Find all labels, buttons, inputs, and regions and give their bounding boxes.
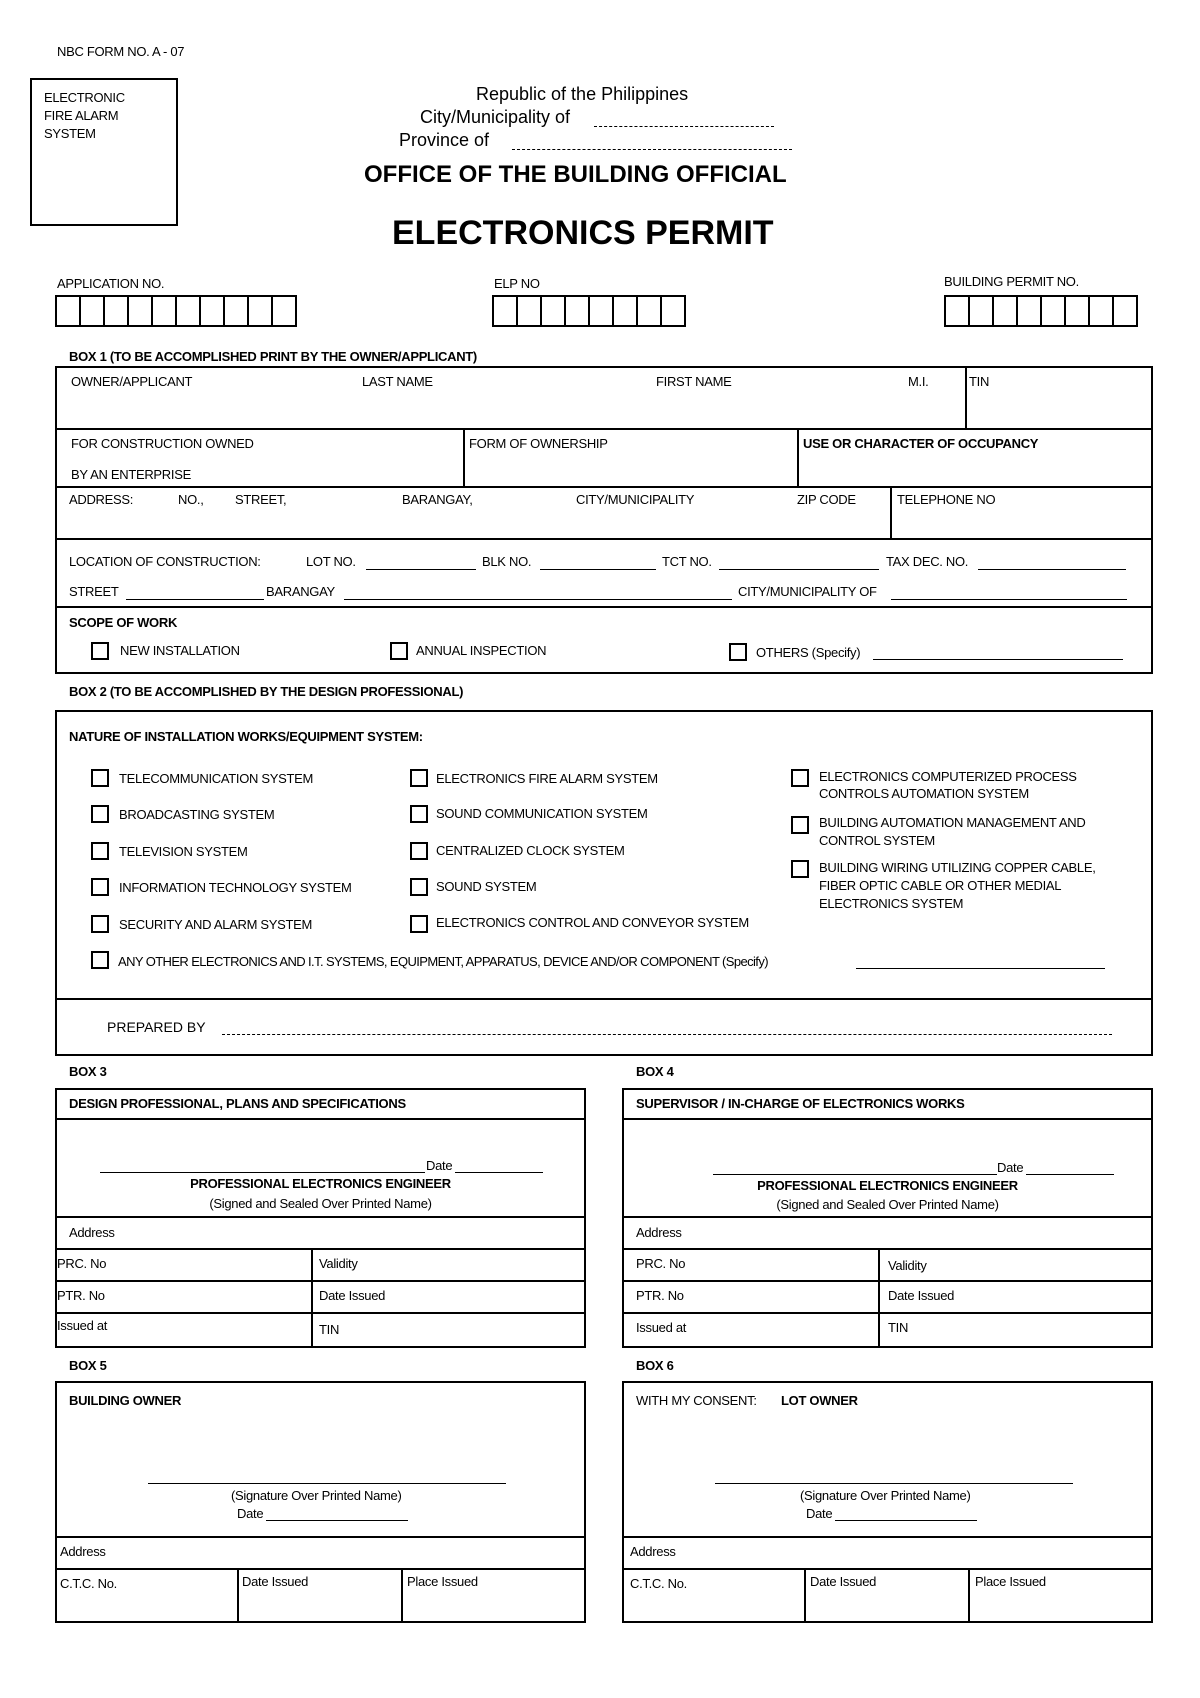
province-label: Province of	[399, 130, 490, 150]
box4-heading: SUPERVISOR / IN-CHARGE OF ELECTRONICS WORKS	[636, 1096, 965, 1111]
address-barangay-label: BARANGAY,	[402, 492, 473, 507]
box6-date-field[interactable]	[835, 1520, 977, 1521]
information-technology-label: INFORMATION TECHNOLOGY SYSTEM	[119, 880, 352, 895]
box4-date-field[interactable]	[1026, 1174, 1114, 1175]
address-field[interactable]	[57, 510, 888, 536]
city-of-field[interactable]	[891, 599, 1127, 600]
television-label: TELEVISION SYSTEM	[119, 844, 248, 859]
corner-line-1: ELECTRONIC	[44, 90, 125, 105]
application-no-label: APPLICATION NO.	[57, 276, 165, 291]
box5-date-field[interactable]	[266, 1520, 408, 1521]
tax-dec-no-field[interactable]	[978, 569, 1126, 570]
address-street-label: STREET,	[235, 492, 287, 507]
box6-heading: LOT OWNER	[781, 1393, 858, 1408]
sound-system-label: SOUND SYSTEM	[436, 879, 537, 894]
television-checkbox[interactable]	[91, 842, 109, 860]
box5-heading: BUILDING OWNER	[69, 1393, 182, 1408]
box4-label: BOX 4	[636, 1064, 674, 1079]
computerized-process-checkbox[interactable]	[791, 769, 809, 787]
information-technology-checkbox[interactable]	[91, 878, 109, 896]
sound-system-checkbox[interactable]	[410, 878, 428, 896]
building-wiring-label-3: ELECTRONICS SYSTEM	[819, 896, 964, 911]
any-other-label: ANY OTHER ELECTRONICS AND I.T. SYSTEMS, EQUIPMENT, APPARATUS, DEVICE AND/OR COMPONENT (Specify)	[118, 954, 768, 969]
box3	[55, 1088, 586, 1348]
box5-date-label: Date	[237, 1506, 264, 1521]
tct-no-label: TCT NO.	[662, 554, 712, 569]
telephone-no-label: TELEPHONE NO	[897, 492, 996, 507]
box3-ptr-no-label: PTR. No	[57, 1288, 105, 1303]
prepared-by-field[interactable]	[222, 1034, 1112, 1035]
fire-alarm-checkbox[interactable]	[410, 769, 428, 787]
any-other-specify-field[interactable]	[856, 968, 1105, 969]
box6-place-issued-label: Place Issued	[975, 1574, 1046, 1589]
address-no-label: NO.,	[178, 492, 204, 507]
form-of-ownership-field[interactable]	[467, 452, 793, 484]
sound-communication-label: SOUND COMMUNICATION SYSTEM	[436, 806, 648, 821]
address-label: ADDRESS:	[69, 492, 134, 507]
control-conveyor-label: ELECTRONICS CONTROL AND CONVEYOR SYSTEM	[436, 915, 749, 930]
box4-signature-line[interactable]	[713, 1174, 997, 1175]
box4-date-issued-label: Date Issued	[888, 1288, 955, 1303]
building-wiring-label-1: BUILDING WIRING UTILIZING COPPER CABLE,	[819, 860, 1096, 875]
form-code: NBC FORM NO. A - 07	[57, 44, 185, 59]
zip-code-label: ZIP CODE	[797, 492, 856, 507]
elp-no-label: ELP NO	[494, 276, 540, 291]
province-field[interactable]	[512, 149, 792, 150]
blk-no-label: BLK NO.	[482, 554, 532, 569]
box4	[622, 1088, 1153, 1348]
office-title: OFFICE OF THE BUILDING OFFICIAL	[364, 161, 787, 188]
city-label: City/Municipality of	[420, 107, 571, 127]
barangay-label: BARANGAY	[266, 584, 335, 599]
for-construction-owned-label: FOR CONSTRUCTION OWNED	[71, 436, 254, 451]
telecommunication-label: TELECOMMUNICATION SYSTEM	[119, 771, 314, 786]
box5-signature-note: (Signature Over Printed Name)	[231, 1488, 402, 1503]
box4-address-label: Address	[636, 1225, 682, 1240]
security-alarm-label: SECURITY AND ALARM SYSTEM	[119, 917, 313, 932]
box4-ptr-no-label: PTR. No	[636, 1288, 684, 1303]
corner-line-3: SYSTEM	[44, 126, 96, 141]
security-alarm-checkbox[interactable]	[91, 915, 109, 933]
computerized-process-label-1: ELECTRONICS COMPUTERIZED PROCESS	[819, 769, 1077, 784]
box3-prc-no-label: PRC. No	[57, 1256, 107, 1271]
tin-label: TIN	[969, 374, 990, 389]
corner-box	[30, 78, 178, 226]
new-installation-label: NEW INSTALLATION	[120, 643, 240, 658]
annual-inspection-checkbox[interactable]	[390, 642, 408, 660]
building-wiring-checkbox[interactable]	[791, 860, 809, 878]
page-title: ELECTRONICS PERMIT	[392, 214, 774, 252]
address-city-label: CITY/MUNICIPALITY	[576, 492, 695, 507]
building-automation-label-2: CONTROL SYSTEM	[819, 833, 935, 848]
location-label: LOCATION OF CONSTRUCTION:	[69, 554, 261, 569]
box6-date-label: Date	[806, 1506, 833, 1521]
form-of-ownership-label: FORM OF OWNERSHIP	[469, 436, 608, 451]
prepared-by-label: PREPARED BY	[107, 1019, 206, 1035]
box6-signature-line[interactable]	[715, 1483, 1073, 1484]
box3-date-field[interactable]	[455, 1172, 543, 1173]
centralized-clock-label: CENTRALIZED CLOCK SYSTEM	[436, 843, 625, 858]
control-conveyor-checkbox[interactable]	[410, 915, 428, 933]
building-automation-checkbox[interactable]	[791, 816, 809, 834]
box3-tin-label: TIN	[319, 1322, 340, 1337]
box6-label: BOX 6	[636, 1358, 674, 1373]
telephone-field[interactable]	[894, 510, 1151, 536]
box3-address-label: Address	[69, 1225, 115, 1240]
tin-field[interactable]	[967, 392, 1151, 426]
box3-date-label: Date	[426, 1158, 453, 1173]
box4-tin-label: TIN	[888, 1320, 909, 1335]
application-no-field[interactable]	[55, 295, 297, 327]
box4-issued-at-label: Issued at	[636, 1320, 687, 1335]
telecommunication-checkbox[interactable]	[91, 769, 109, 787]
box6-date-issued-label: Date Issued	[810, 1574, 877, 1589]
building-permit-no-label: BUILDING PERMIT NO.	[944, 274, 1079, 289]
box5-ctc-no-label: C.T.C. No.	[60, 1576, 117, 1591]
broadcasting-label: BROADCASTING SYSTEM	[119, 807, 275, 822]
others-label: OTHERS (Specify)	[756, 645, 861, 660]
barangay-field[interactable]	[344, 599, 732, 600]
box4-signed-note: (Signed and Sealed Over Printed Name)	[776, 1197, 999, 1212]
box5-label: BOX 5	[69, 1358, 107, 1373]
centralized-clock-checkbox[interactable]	[410, 842, 428, 860]
broadcasting-checkbox[interactable]	[91, 805, 109, 823]
others-checkbox[interactable]	[729, 643, 747, 661]
tct-no-field[interactable]	[719, 569, 879, 570]
scope-of-work-label: SCOPE OF WORK	[69, 615, 178, 630]
box3-issued-at-label: Issued at	[57, 1318, 108, 1333]
owner-name-field[interactable]	[57, 392, 963, 426]
box6-ctc-no-label: C.T.C. No.	[630, 1576, 687, 1591]
annual-inspection-label: ANNUAL INSPECTION	[416, 643, 547, 658]
mi-label: M.I.	[908, 374, 929, 389]
box4-validity-label: Validity	[888, 1258, 927, 1273]
box4-date-label: Date	[997, 1160, 1024, 1175]
by-an-enterprise-label: BY AN ENTERPRISE	[71, 467, 191, 482]
box5-date-issued-label: Date Issued	[242, 1574, 309, 1589]
tax-dec-no-label: TAX DEC. NO.	[886, 554, 969, 569]
box4-engineer-title: PROFESSIONAL ELECTRONICS ENGINEER	[757, 1178, 1018, 1193]
box3-validity-label: Validity	[319, 1256, 358, 1271]
new-installation-checkbox[interactable]	[91, 642, 109, 660]
box5-address-label: Address	[60, 1544, 106, 1559]
box6-address-label: Address	[630, 1544, 676, 1559]
nature-label: NATURE OF INSTALLATION WORKS/EQUIPMENT SYSTEM:	[69, 729, 423, 744]
computerized-process-label-2: CONTROLS AUTOMATION SYSTEM	[819, 786, 1029, 801]
sound-communication-checkbox[interactable]	[410, 805, 428, 823]
use-or-character-label: USE OR CHARACTER OF OCCUPANCY	[803, 436, 1039, 451]
first-name-label: FIRST NAME	[656, 374, 732, 389]
street-label: STREET	[69, 584, 119, 599]
box3-label: BOX 3	[69, 1064, 107, 1079]
box3-heading: DESIGN PROFESSIONAL, PLANS AND SPECIFICATIONS	[69, 1096, 406, 1111]
box3-engineer-title: PROFESSIONAL ELECTRONICS ENGINEER	[190, 1176, 451, 1191]
city-field[interactable]	[594, 126, 774, 127]
box1-heading: BOX 1 (TO BE ACCOMPLISHED PRINT BY THE OWNER/APPLICANT)	[69, 349, 477, 364]
others-specify-field[interactable]	[873, 659, 1123, 660]
any-other-checkbox[interactable]	[91, 951, 109, 969]
box2-heading: BOX 2 (TO BE ACCOMPLISHED BY THE DESIGN PROFESSIONAL)	[69, 684, 464, 699]
street-field[interactable]	[126, 599, 264, 600]
use-or-character-field[interactable]	[801, 452, 1151, 484]
box3-signature-line[interactable]	[100, 1172, 425, 1173]
building-wiring-label-2: FIBER OPTIC CABLE OR OTHER MEDIAL	[819, 878, 1062, 893]
republic-text: Republic of the Philippines	[476, 84, 689, 104]
building-permit-no-field[interactable]	[944, 295, 1138, 327]
lot-no-field[interactable]	[366, 569, 476, 570]
blk-no-field[interactable]	[540, 569, 656, 570]
last-name-label: LAST NAME	[362, 374, 433, 389]
box6-signature-note: (Signature Over Printed Name)	[800, 1488, 971, 1503]
corner-line-2: FIRE ALARM	[44, 108, 119, 123]
owner-applicant-label: OWNER/APPLICANT	[71, 374, 193, 389]
box5-place-issued-label: Place Issued	[407, 1574, 478, 1589]
box5-signature-line[interactable]	[148, 1483, 506, 1484]
box4-prc-no-label: PRC. No	[636, 1256, 686, 1271]
box3-signed-note: (Signed and Sealed Over Printed Name)	[209, 1196, 432, 1211]
building-automation-label-1: BUILDING AUTOMATION MANAGEMENT AND	[819, 815, 1086, 830]
box3-date-issued-label: Date Issued	[319, 1288, 386, 1303]
lot-no-label: LOT NO.	[306, 554, 356, 569]
fire-alarm-label: ELECTRONICS FIRE ALARM SYSTEM	[436, 771, 658, 786]
box6-consent-label: WITH MY CONSENT:	[636, 1393, 757, 1408]
city-of-label: CITY/MUNICIPALITY OF	[738, 584, 877, 599]
elp-no-field[interactable]	[492, 295, 686, 327]
